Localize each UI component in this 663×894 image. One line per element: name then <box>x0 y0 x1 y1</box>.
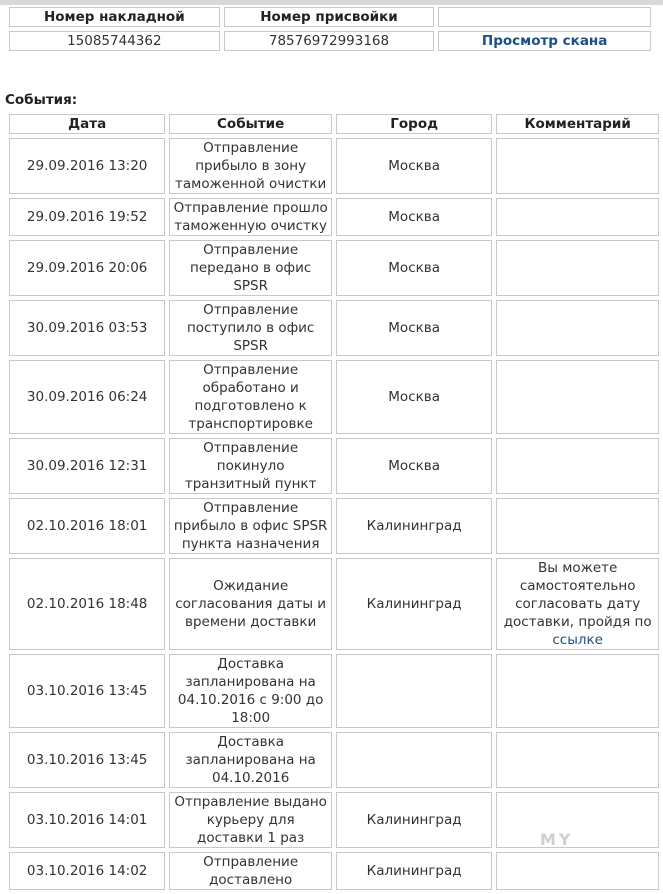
event-city: Москва <box>336 360 492 434</box>
event-city: Москва <box>336 138 492 194</box>
event-date: 03.10.2016 14:01 <box>9 792 165 848</box>
event-date: 30.09.2016 03:53 <box>9 300 165 356</box>
event-city: Калининград <box>336 852 492 890</box>
event-comment <box>496 498 659 554</box>
table-row <box>9 198 659 236</box>
event-comment <box>496 360 659 434</box>
event-comment <box>496 138 659 194</box>
watermark: MY <box>540 830 574 849</box>
event-description: Отправление прибыло в зону таможенной очистки <box>169 138 332 194</box>
event-date: 03.10.2016 13:45 <box>9 732 165 788</box>
events-table <box>5 110 663 894</box>
assign-number-header: Номер присвойки <box>224 7 435 27</box>
view-scan-link[interactable]: Просмотр скана <box>481 33 608 49</box>
event-city: Москва <box>336 438 492 494</box>
events-header-row <box>9 114 659 134</box>
event-date: 30.09.2016 06:24 <box>9 360 165 434</box>
event-description: Ожидание согласования даты и времени доставки <box>169 558 332 650</box>
event-comment <box>496 732 659 788</box>
event-date: 02.10.2016 18:01 <box>9 498 165 554</box>
table-row <box>9 438 659 494</box>
event-city <box>336 654 492 728</box>
waybill-number: 15085744362 <box>9 31 220 51</box>
event-city: Москва <box>336 300 492 356</box>
events-label: События: <box>5 92 78 108</box>
event-comment <box>496 558 659 650</box>
scan-header <box>438 7 651 27</box>
event-description: Отправление поступило в офис SPSR <box>169 300 332 356</box>
waybill-number-header: Номер накладной <box>9 7 220 27</box>
event-column-header: Событие <box>169 114 332 134</box>
event-date: 29.09.2016 13:20 <box>9 138 165 194</box>
shipment-info-header-row <box>9 7 651 27</box>
comment-link[interactable]: ссылке <box>552 632 603 648</box>
table-row <box>9 138 659 194</box>
event-date: 29.09.2016 20:06 <box>9 240 165 296</box>
event-date: 03.10.2016 13:45 <box>9 654 165 728</box>
event-comment <box>496 240 659 296</box>
event-description: Отправление покинуло транзитный пункт <box>169 438 332 494</box>
event-city: Калининград <box>336 498 492 554</box>
event-description: Доставка запланирована на 04.10.2016 <box>169 732 332 788</box>
event-city: Калининград <box>336 792 492 848</box>
event-comment <box>496 654 659 728</box>
table-row <box>9 360 659 434</box>
event-comment <box>496 198 659 236</box>
table-row <box>9 498 659 554</box>
event-description: Доставка запланирована на 04.10.2016 с 9:00 до 18:00 <box>169 654 332 728</box>
event-date: 03.10.2016 14:02 <box>9 852 165 890</box>
event-description: Отправление обработано и подготовлено к транспортировке <box>169 360 332 434</box>
event-date: 02.10.2016 18:48 <box>9 558 165 650</box>
table-row <box>9 300 659 356</box>
comment-column-header: Комментарий <box>496 114 659 134</box>
event-description: Отправление доставлено <box>169 852 332 890</box>
event-description: Отправление выдано курьеру для доставки 1 раз <box>169 792 332 848</box>
view-scan-cell <box>438 31 651 51</box>
event-comment <box>496 438 659 494</box>
event-date: 29.09.2016 19:52 <box>9 198 165 236</box>
table-row <box>9 732 659 788</box>
city-column-header: Город <box>336 114 492 134</box>
event-description: Отправление передано в офис SPSR <box>169 240 332 296</box>
event-comment <box>496 300 659 356</box>
assign-number: 78576972993168 <box>224 31 435 51</box>
event-date: 30.09.2016 12:31 <box>9 438 165 494</box>
event-city: Калининград <box>336 558 492 650</box>
event-city: Москва <box>336 240 492 296</box>
table-row <box>9 240 659 296</box>
event-description: Отправление прошло таможенную очистку <box>169 198 332 236</box>
event-description: Отправление прибыло в офис SPSR пункта назначения <box>169 498 332 554</box>
shipment-info-table <box>5 3 655 55</box>
table-row <box>9 654 659 728</box>
event-city <box>336 732 492 788</box>
table-row <box>9 558 659 650</box>
comment-text: Вы можете самостоятельно согласовать дату доставки, пройдя по <box>503 560 652 630</box>
event-city: Москва <box>336 198 492 236</box>
date-column-header: Дата <box>9 114 165 134</box>
shipment-info-row <box>9 31 651 51</box>
event-comment <box>496 792 659 848</box>
